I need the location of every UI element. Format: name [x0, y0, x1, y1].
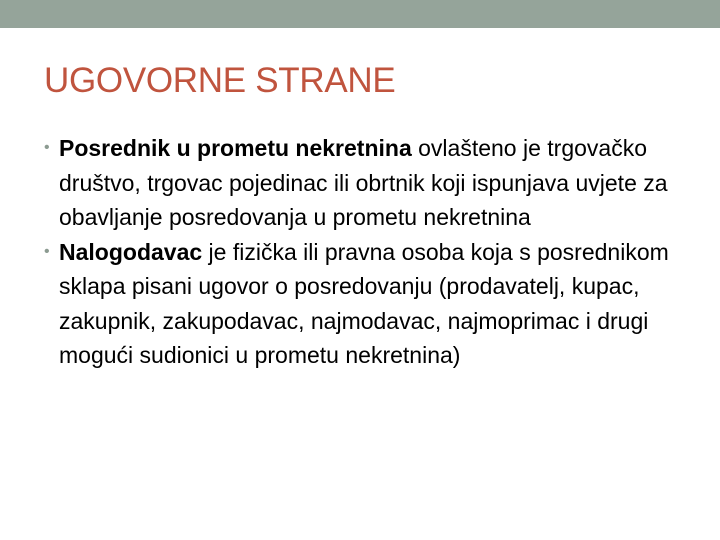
top-accent-bar — [0, 0, 720, 28]
term-nalogodavac: Nalogodavac — [59, 238, 203, 265]
bullet-item-posrednik — [44, 131, 704, 235]
definition-nalogodavac: je fizička ili pravna osoba koja s posrednikom sklapa pisani ugovor o posredovanju (prodavatelj, kupac, zakupnik, zakupodavac, najmodavac, najmoprimac i drugi mogući sudionici u prometu nekretnina) — [59, 238, 669, 368]
term-posrednik: Posrednik u prometu nekretnina — [59, 135, 412, 161]
bullet-dot-icon: • — [44, 139, 50, 156]
slide-title: UGOVORNE STRANE — [44, 61, 396, 100]
bullet-dot-icon: • — [44, 242, 50, 260]
bullet-list — [44, 131, 704, 373]
definition-posrednik: ovlašteno je trgovačko društvo, trgovac pojedinac ili obrtnik koji ispunjava uvjete za obavljanje posredovanja u prometu nekretnina — [59, 135, 668, 230]
bullet-item-nalogodavac — [44, 235, 704, 373]
